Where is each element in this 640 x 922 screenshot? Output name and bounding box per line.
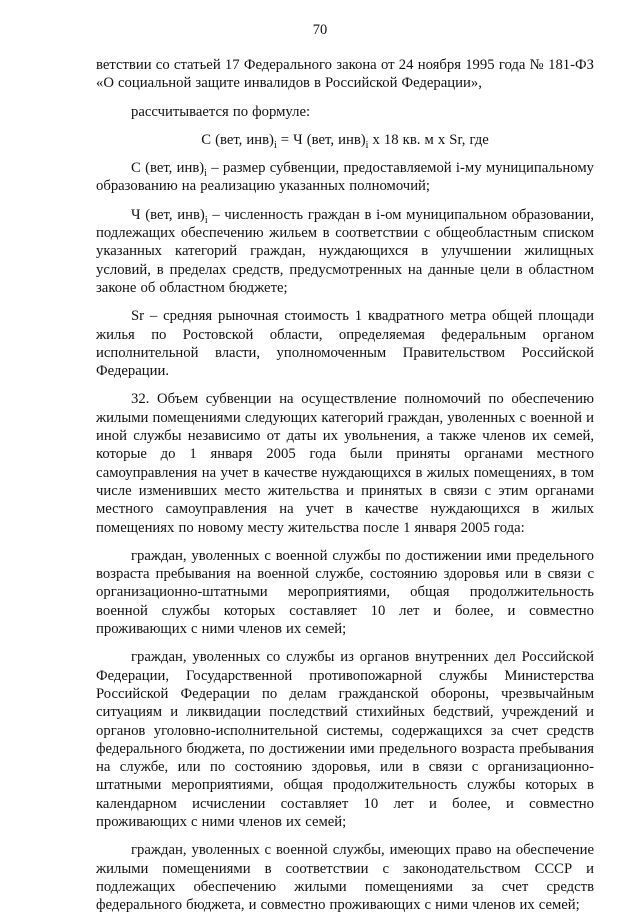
- definition-count-text: – численность граждан в i-ом муниципальном образовании, подлежащих обеспечению жильем в соответствии с общеобластным списком указанных категорий граждан, нуждающихся в улучшении жилищных условий, в пределах средств, предусмотренных на данные цели в областном законе об областном бюджете;: [96, 206, 594, 296]
- formula-tail: х 18 кв. м х Sr, где: [368, 131, 489, 148]
- definition-count-subscript: i: [204, 214, 208, 226]
- formula-rhs-subscript: i: [365, 139, 369, 151]
- definition-subsidy-term: С (вет, инв): [131, 160, 205, 177]
- definition-count-term: Ч (вет, инв): [131, 206, 205, 223]
- formula-lhs: С (вет, инв): [201, 131, 274, 148]
- list-item-ussr-legislation: граждан, уволенных с военной службы, имеющих право на обеспечение жилыми помещениями в соответствии с законодательством СССР и подлежащих обеспечению жилыми помещениями за счет средств федерального бюджета, и совместно проживающих с ними членов их семей;: [96, 842, 594, 914]
- page-number: 70: [312, 22, 328, 38]
- paragraph-formula-intro: рассчитывается по формуле:: [131, 103, 311, 120]
- paragraph-32: 32. Объем субвенции на осуществление полномочий по обеспечению жилыми помещениями следующих категорий граждан, уволенных с военной и иной службы независимо от даты их увольнения, а также членов их семей, которые до 1 января 2005 года были приняты органами местного самоуправления на учет в качестве нуждающихся в жилых помещениях, в том числе изменивших место жительства и принятых в связи с этим органами местного самоуправления на учет в качестве нуждающихся в жилых помещениях по новому месту жительства после 1 января 2005 года:: [96, 391, 594, 536]
- definition-sr: Sr – средняя рыночная стоимость 1 квадратного метра общей площади жилья по Ростовской области, определяемая федеральным органом исполнительной власти, уполномоченным Правительством Российской Федерации.: [96, 308, 594, 380]
- definition-count: [96, 206, 594, 297]
- definition-subsidy: [96, 159, 594, 196]
- formula-rhs: = Ч (вет, инв): [276, 131, 366, 148]
- paragraph-continuation: ветствии со статьей 17 Федерального закона от 24 ноября 1995 года № 181-ФЗ «О социальной защите инвалидов в Российской Федерации»,: [96, 57, 594, 92]
- list-item-internal-affairs: граждан, уволенных со службы из органов внутренних дел Российской Федерации, Государственной противопожарной службы Министерства Российской Федерации по делам гражданской обороны, чрезвычайным ситуациям и ликвидации последствий стихийных бедствий, учреждений и органов уголовно-исполнительной системы, содержащихся за счет средств федерального бюджета, по достижении ими предельного возраста пребывания на службе, или по состоянию здоровья, или в связи с организационно-штатными мероприятиями, общая продолжительность службы которых в календарном исчислении составляет 10 лет и более, и совместно проживающих с ними членов их семей;: [96, 649, 594, 830]
- list-item-military: граждан, уволенных с военной службы по достижении ими предельного возраста пребывания на военной службе, состоянию здоровья или в связи с организационно-штатными мероприятиями, общая продолжительность военной службы которых составляет 10 лет и более, и совместно проживающих с ними членов их семей;: [96, 547, 594, 638]
- definition-subsidy-text: – размер субвенции, предоставляемой i-му муниципальному образованию на реализацию указанных полномочий;: [96, 160, 594, 195]
- formula: [96, 131, 594, 149]
- formula-lhs-subscript: i: [273, 139, 277, 151]
- definition-subsidy-subscript: i: [204, 168, 207, 180]
- document-body: [96, 56, 594, 922]
